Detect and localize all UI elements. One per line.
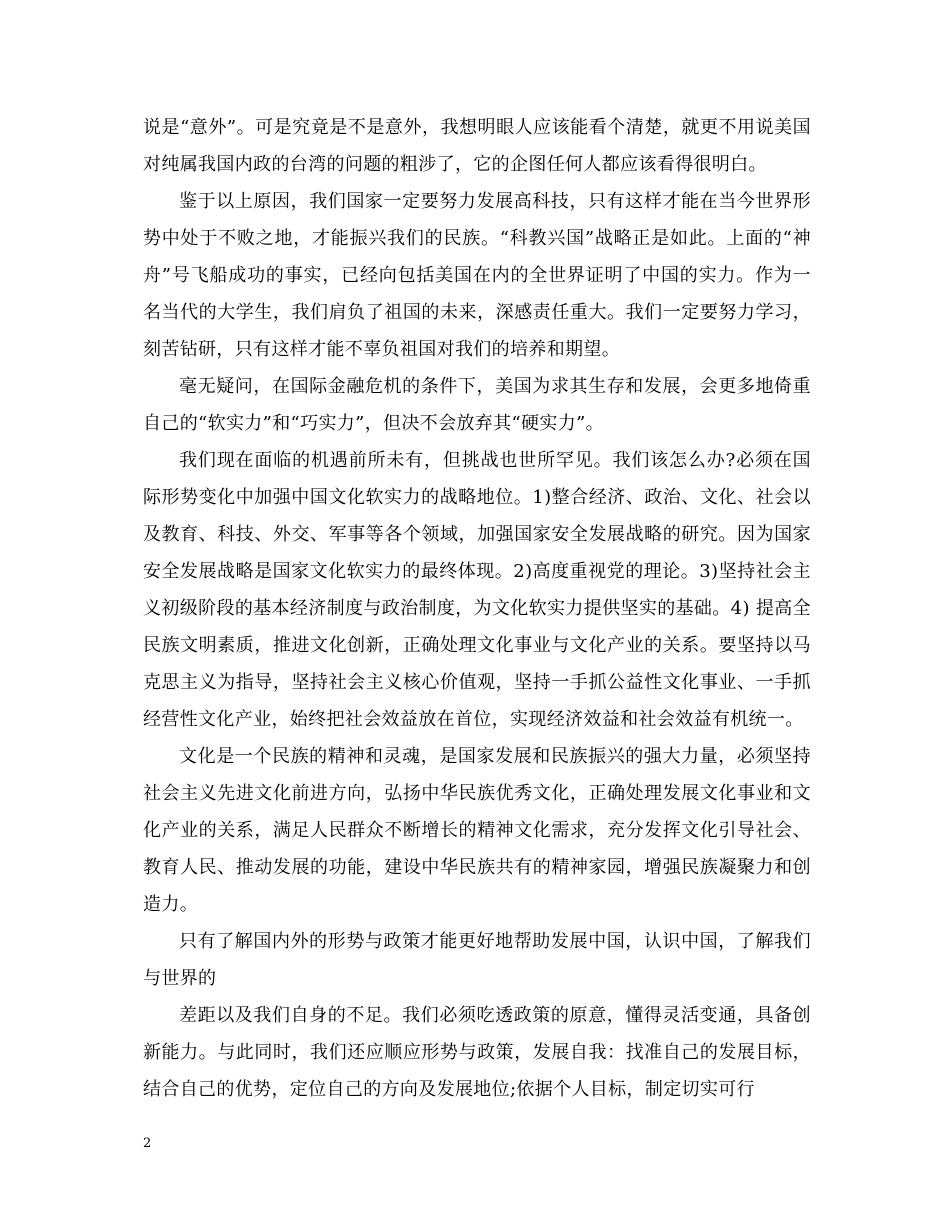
paragraph-2: 鉴于以上原因，我们国家一定要努力发展高科技，只有这样才能在当今世界形势中处于不败之地，才能振兴我们的民族。“科教兴国”战略正是如此。上面的“神舟”号飞船成功的事实，已经向包括美国在内的全世界证明了中国的实力。作为一名当代的大学生，我们肩负了祖国的未来，深感责任重大。我们一定要努力学习，刻苦钻研，只有这样才能不辜负祖国对我们的培养和期望。 <box>143 191 811 360</box>
paragraph-1: 说是“意外”。可是究竟是不是意外，我想明眼人应该能看个清楚，就更不用说美国对纯属我国内政的台湾的问题的粗涉了，它的企图任何人都应该看得很明白。 <box>143 117 811 175</box>
paragraph-3: 毫无疑问，在国际金融危机的条件下，美国为求其生存和发展，会更多地倚重自己的“软实力”和“巧实力”，但决不会放弃其“硬实力”。 <box>143 376 811 434</box>
paragraph-7: 差距以及我们自身的不足。我们必须吃透政策的原意，懂得灵活变通，具备创新能力。与此同时，我们还应顺应形势与政策，发展自我：找准自己的发展目标，结合自己的优势，定位自己的方向及发展地位;依据个人目标，制定切实可行 <box>143 1005 811 1100</box>
page-number: 2 <box>143 1136 152 1151</box>
paragraph-6: 只有了解国内外的形势与政策才能更好地帮助发展中国，认识中国，了解我们与世界的 <box>143 931 811 989</box>
document-body <box>143 109 811 1108</box>
paragraph-4: 我们现在面临的机遇前所未有，但挑战也世所罕见。我们该怎么办?必须在国际形势变化中加强中国文化软实力的战略地位。1)整合经济、政治、文化、社会以及教育、科技、外交、军事等各个领域，加强国家安全发展战略的研究。因为国家安全发展战略是国家文化软实力的最终体现。2)高度重视党的理论。3)坚持社会主义初级阶段的基本经济制度与政治制度，为文化软实力提供坚实的基础。4) 提高全民族文明素质，推进文化创新，正确处理文化事业与文化产业的关系。要坚持以马克思主义为指导，坚持社会主义核心价值观，坚持一手抓公益性文化事业、一手抓经营性文化产业，始终把社会效益放在首位，实现经济效益和社会效益有机统一。 <box>143 450 811 730</box>
paragraph-5: 文化是一个民族的精神和灵魂，是国家发展和民族振兴的强大力量，必须坚持社会主义先进文化前进方向，弘扬中华民族优秀文化，正确处理发展文化事业和文化产业的关系，满足人民群众不断增长的精神文化需求，充分发挥文化引导社会、教育人民、推动发展的功能，建设中华民族共有的精神家园，增强民族凝聚力和创造力。 <box>143 746 811 915</box>
